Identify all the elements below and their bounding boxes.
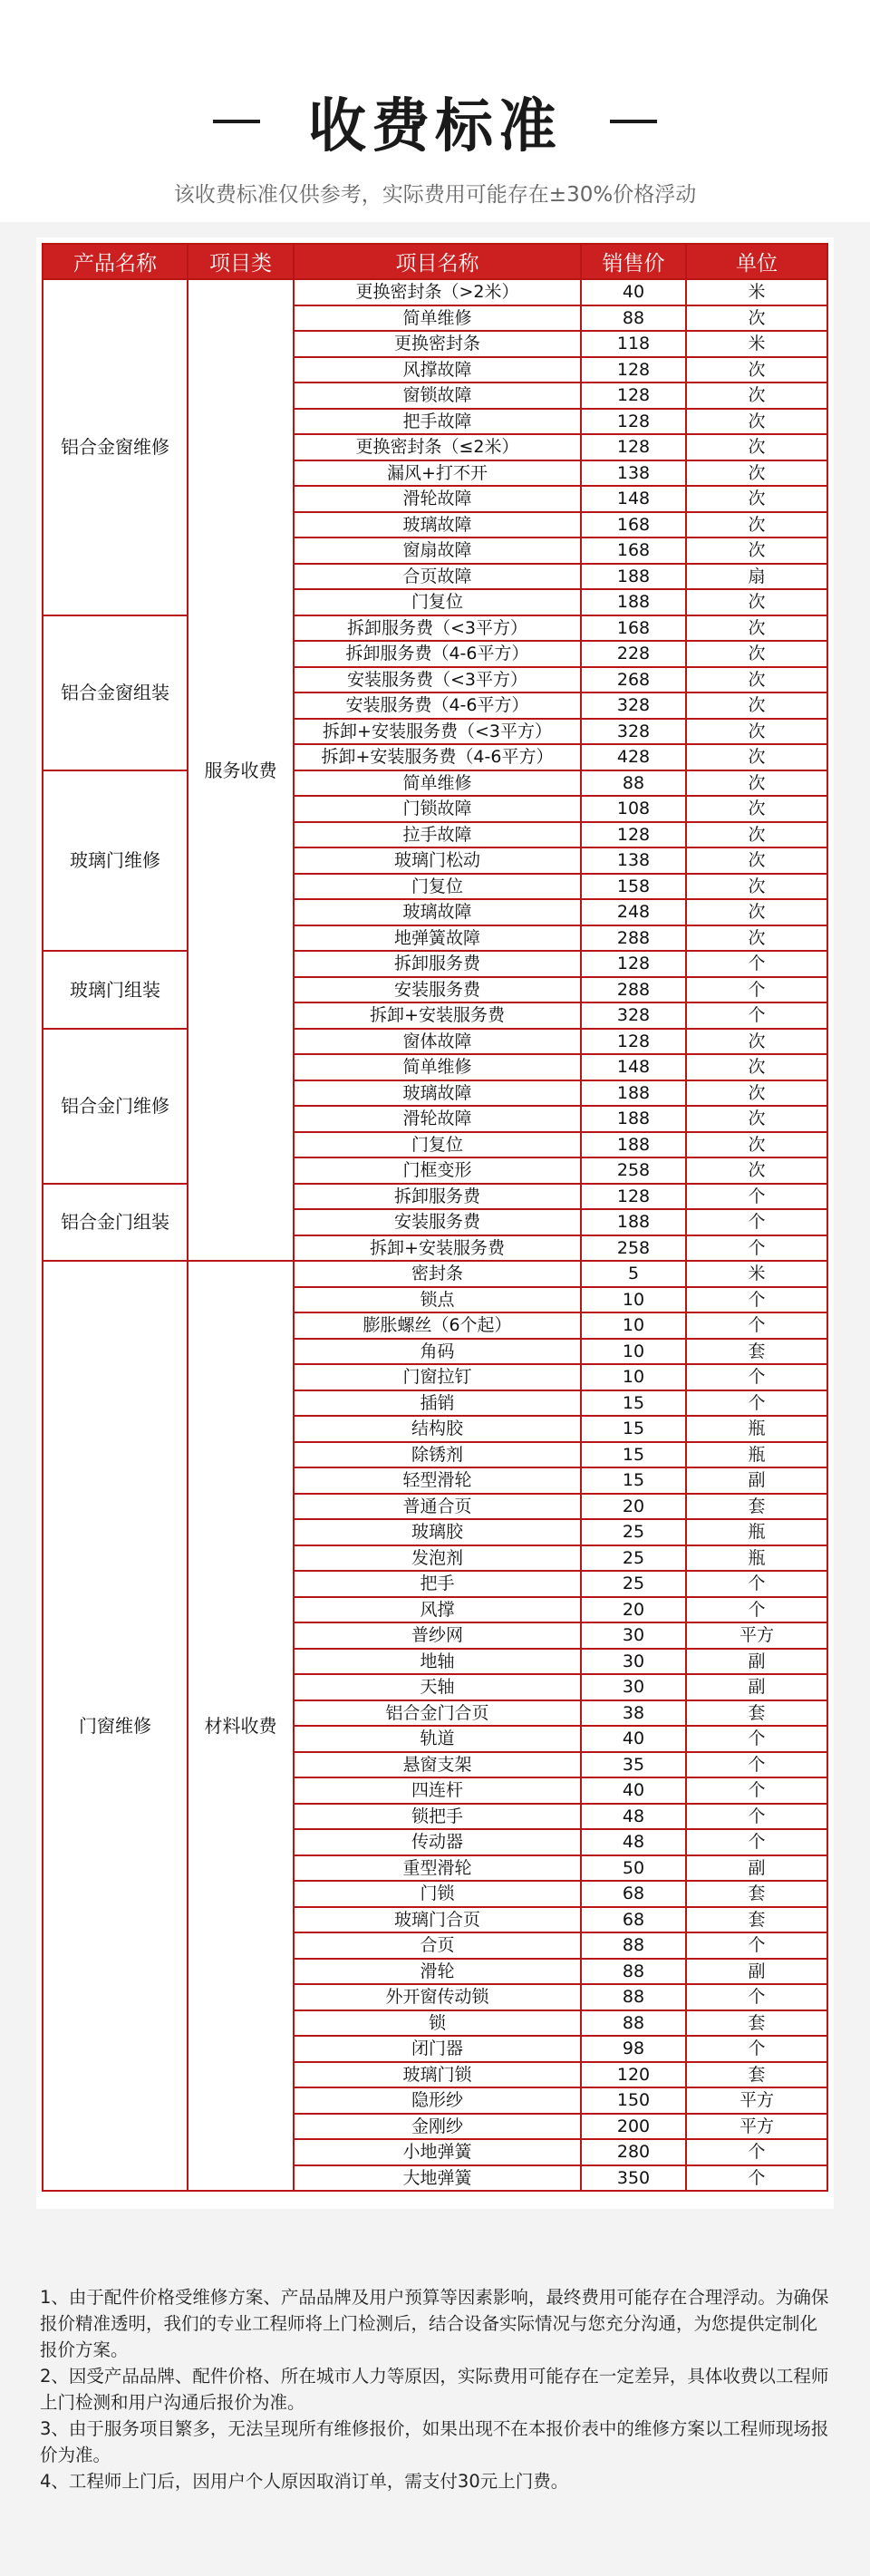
product-name-cell: 玻璃门组装 (43, 951, 188, 1029)
price-cell: 35 (581, 1752, 686, 1778)
unit-cell: 次 (686, 719, 827, 745)
price-cell: 48 (581, 1804, 686, 1830)
product-name-cell: 铝合金门维修 (43, 1029, 188, 1184)
unit-cell: 个 (686, 1364, 827, 1390)
item-name-cell: 金刚纱 (294, 2114, 581, 2140)
table-row (43, 951, 827, 977)
price-cell: 168 (581, 615, 686, 642)
item-name-cell: 门复位 (294, 1132, 581, 1158)
unit-cell: 平方 (686, 2114, 827, 2140)
unit-cell: 副 (686, 1674, 827, 1700)
table-row (43, 279, 827, 305)
item-name-cell: 窗锁故障 (294, 383, 581, 409)
unit-cell: 套 (686, 1339, 827, 1365)
price-cell: 128 (581, 357, 686, 383)
item-name-cell: 地弹簧故障 (294, 925, 581, 952)
unit-cell: 副 (686, 1855, 827, 1882)
price-cell: 280 (581, 2139, 686, 2165)
unit-cell: 副 (686, 1959, 827, 1985)
unit-cell: 次 (686, 1054, 827, 1080)
unit-cell: 米 (686, 279, 827, 305)
item-name-cell: 密封条 (294, 1261, 581, 1287)
price-cell: 15 (581, 1390, 686, 1417)
price-cell: 88 (581, 1932, 686, 1959)
unit-cell: 个 (686, 2036, 827, 2062)
item-name-cell: 门复位 (294, 874, 581, 900)
item-name-cell: 四连杆 (294, 1777, 581, 1804)
table-row (43, 1029, 827, 1055)
item-name-cell: 拆卸+安装服务费 (294, 1235, 581, 1262)
price-cell: 68 (581, 1881, 686, 1907)
unit-cell: 个 (686, 1312, 827, 1339)
item-name-cell: 漏风+打不开 (294, 460, 581, 487)
product-name-cell: 铝合金窗维修 (43, 279, 188, 615)
unit-cell: 个 (686, 2165, 827, 2192)
item-name-cell: 玻璃故障 (294, 1080, 581, 1107)
unit-cell: 瓶 (686, 1519, 827, 1545)
price-cell: 128 (581, 1029, 686, 1055)
product-name-cell: 铝合金门组装 (43, 1184, 188, 1262)
price-cell: 138 (581, 460, 686, 487)
item-name-cell: 玻璃故障 (294, 899, 581, 925)
column-header-price: 销售价 (581, 244, 686, 279)
item-name-cell: 玻璃门合页 (294, 1907, 581, 1933)
item-name-cell: 合页故障 (294, 564, 581, 590)
price-cell: 88 (581, 2010, 686, 2037)
unit-cell: 个 (686, 1571, 827, 1597)
price-cell: 328 (581, 719, 686, 745)
unit-cell: 次 (686, 925, 827, 952)
item-name-cell: 玻璃胶 (294, 1519, 581, 1545)
item-name-cell: 大地弹簧 (294, 2165, 581, 2192)
unit-cell: 平方 (686, 1622, 827, 1649)
unit-cell: 次 (686, 1132, 827, 1158)
unit-cell: 个 (686, 1597, 827, 1623)
item-name-cell: 把手故障 (294, 409, 581, 435)
item-name-cell: 拆卸服务费 (294, 951, 581, 977)
item-name-cell: 锁把手 (294, 1804, 581, 1830)
item-name-cell: 玻璃门松动 (294, 847, 581, 874)
item-name-cell: 玻璃故障 (294, 512, 581, 538)
unit-cell: 次 (686, 1157, 827, 1184)
price-cell: 188 (581, 1106, 686, 1132)
table-header-row (43, 244, 827, 279)
item-name-cell: 更换密封条（≤2米） (294, 434, 581, 460)
price-cell: 10 (581, 1339, 686, 1365)
unit-cell: 个 (686, 977, 827, 1003)
unit-cell: 套 (686, 1494, 827, 1520)
table-row (43, 770, 827, 797)
unit-cell: 套 (686, 1907, 827, 1933)
price-table (42, 243, 828, 2192)
price-cell: 10 (581, 1287, 686, 1313)
price-cell: 168 (581, 537, 686, 564)
price-cell: 128 (581, 822, 686, 848)
unit-cell: 次 (686, 357, 827, 383)
price-cell: 88 (581, 1984, 686, 2010)
unit-cell: 次 (686, 796, 827, 822)
item-name-cell: 悬窗支架 (294, 1752, 581, 1778)
price-cell: 88 (581, 305, 686, 332)
unit-cell: 个 (686, 1726, 827, 1752)
unit-cell: 米 (686, 1261, 827, 1287)
price-cell: 188 (581, 589, 686, 615)
price-cell: 150 (581, 2087, 686, 2114)
price-cell: 5 (581, 1261, 686, 1287)
item-name-cell: 门锁 (294, 1881, 581, 1907)
note-1: 1、由于配件价格受维修方案、产品品牌及用户预算等因素影响，最终费用可能存在合理浮动。为确保报价精准透明，我们的专业工程师将上门检测后，结合设备实际情况与您充分沟通，为您提供定制化报价方案。 (40, 2287, 829, 2360)
unit-cell: 个 (686, 1184, 827, 1210)
item-name-cell: 重型滑轮 (294, 1855, 581, 1882)
item-name-cell: 简单维修 (294, 305, 581, 332)
unit-cell: 套 (686, 1700, 827, 1727)
item-name-cell: 玻璃门锁 (294, 2062, 581, 2088)
page-title: 收费标准 (308, 93, 562, 160)
price-cell: 25 (581, 1545, 686, 1572)
price-cell: 10 (581, 1364, 686, 1390)
price-cell: 40 (581, 1726, 686, 1752)
item-name-cell: 风撑故障 (294, 357, 581, 383)
column-header-product: 产品名称 (43, 244, 188, 279)
item-name-cell: 拆卸服务费 (294, 1184, 581, 1210)
price-cell: 128 (581, 383, 686, 409)
page-header (0, 0, 870, 222)
product-name-cell: 门窗维修 (43, 1261, 188, 2191)
unit-cell: 副 (686, 1467, 827, 1494)
price-cell: 98 (581, 2036, 686, 2062)
price-cell: 158 (581, 874, 686, 900)
unit-cell: 个 (686, 2139, 827, 2165)
unit-cell: 米 (686, 331, 827, 357)
price-cell: 15 (581, 1442, 686, 1468)
unit-cell: 个 (686, 1777, 827, 1804)
item-name-cell: 安装服务费 (294, 1209, 581, 1235)
item-name-cell: 窗体故障 (294, 1029, 581, 1055)
item-name-cell: 天轴 (294, 1674, 581, 1700)
price-cell: 38 (581, 1700, 686, 1727)
unit-cell: 个 (686, 951, 827, 977)
price-cell: 128 (581, 951, 686, 977)
item-name-cell: 更换密封条 (294, 331, 581, 357)
price-cell: 288 (581, 977, 686, 1003)
table-row (43, 1261, 827, 1287)
price-cell: 40 (581, 279, 686, 305)
unit-cell: 瓶 (686, 1416, 827, 1442)
item-name-cell: 安装服务费 (294, 977, 581, 1003)
price-cell: 25 (581, 1571, 686, 1597)
category-cell: 服务收费 (188, 279, 294, 1261)
item-name-cell: 滑轮 (294, 1959, 581, 1985)
unit-cell: 次 (686, 667, 827, 693)
unit-cell: 个 (686, 1002, 827, 1029)
price-cell: 118 (581, 331, 686, 357)
item-name-cell: 窗扇故障 (294, 537, 581, 564)
unit-cell: 个 (686, 1932, 827, 1959)
unit-cell: 次 (686, 692, 827, 719)
unit-cell: 次 (686, 1106, 827, 1132)
item-name-cell: 把手 (294, 1571, 581, 1597)
price-cell: 68 (581, 1907, 686, 1933)
item-name-cell: 普通合页 (294, 1494, 581, 1520)
item-name-cell: 安装服务费（<3平方） (294, 667, 581, 693)
unit-cell: 副 (686, 1649, 827, 1675)
page-subtitle: 该收费标准仅供参考，实际费用可能存在±30%价格浮动 (173, 183, 697, 207)
item-name-cell: 角码 (294, 1339, 581, 1365)
item-name-cell: 门窗拉钉 (294, 1364, 581, 1390)
item-name-cell: 锁点 (294, 1287, 581, 1313)
title-row (0, 80, 870, 163)
unit-cell: 次 (686, 641, 827, 667)
unit-cell: 套 (686, 2010, 827, 2037)
unit-cell: 个 (686, 1390, 827, 1417)
price-cell: 48 (581, 1829, 686, 1855)
price-cell: 288 (581, 925, 686, 952)
column-header-category: 项目类 (188, 244, 294, 279)
unit-cell: 次 (686, 874, 827, 900)
price-cell: 428 (581, 744, 686, 770)
unit-cell: 次 (686, 537, 827, 564)
item-name-cell: 门锁故障 (294, 796, 581, 822)
price-cell: 128 (581, 409, 686, 435)
unit-cell: 套 (686, 2062, 827, 2088)
title-dash-right (610, 120, 657, 123)
column-header-unit: 单位 (686, 244, 827, 279)
item-name-cell: 隐形纱 (294, 2087, 581, 2114)
price-cell: 10 (581, 1312, 686, 1339)
price-cell: 328 (581, 692, 686, 719)
unit-cell: 个 (686, 1752, 827, 1778)
unit-cell: 次 (686, 1080, 827, 1107)
price-cell: 138 (581, 847, 686, 874)
category-cell: 材料收费 (188, 1261, 294, 2191)
item-name-cell: 更换密封条（>2米） (294, 279, 581, 305)
unit-cell: 瓶 (686, 1442, 827, 1468)
item-name-cell: 轨道 (294, 1726, 581, 1752)
price-cell: 228 (581, 641, 686, 667)
unit-cell: 次 (686, 899, 827, 925)
item-name-cell: 插销 (294, 1390, 581, 1417)
price-cell: 128 (581, 434, 686, 460)
unit-cell: 次 (686, 512, 827, 538)
price-cell: 188 (581, 1209, 686, 1235)
unit-cell: 个 (686, 1984, 827, 2010)
unit-cell: 次 (686, 383, 827, 409)
unit-cell: 次 (686, 434, 827, 460)
table-row (43, 1184, 827, 1210)
item-name-cell: 拆卸服务费（4-6平方） (294, 641, 581, 667)
unit-cell: 个 (686, 1235, 827, 1262)
item-name-cell: 拆卸服务费（<3平方） (294, 615, 581, 642)
price-cell: 148 (581, 486, 686, 512)
unit-cell: 个 (686, 1209, 827, 1235)
unit-cell: 套 (686, 1881, 827, 1907)
note-2: 2、因受产品品牌、配件价格、所在城市人力等原因，实际费用可能存在一定差异，具体收费以工程师上门检测和用户沟通后报价为准。 (40, 2366, 829, 2413)
price-cell: 15 (581, 1467, 686, 1494)
price-cell: 20 (581, 1597, 686, 1623)
price-cell: 30 (581, 1649, 686, 1675)
item-name-cell: 安装服务费（4-6平方） (294, 692, 581, 719)
unit-cell: 次 (686, 1029, 827, 1055)
item-name-cell: 普纱网 (294, 1622, 581, 1649)
unit-cell: 次 (686, 847, 827, 874)
item-name-cell: 门复位 (294, 589, 581, 615)
price-cell: 120 (581, 2062, 686, 2088)
unit-cell: 个 (686, 1829, 827, 1855)
price-cell: 148 (581, 1054, 686, 1080)
item-name-cell: 发泡剂 (294, 1545, 581, 1572)
unit-cell: 次 (686, 486, 827, 512)
unit-cell: 次 (686, 305, 827, 332)
item-name-cell: 滑轮故障 (294, 486, 581, 512)
price-cell: 20 (581, 1494, 686, 1520)
item-name-cell: 结构胶 (294, 1416, 581, 1442)
item-name-cell: 传动器 (294, 1829, 581, 1855)
item-name-cell: 滑轮故障 (294, 1106, 581, 1132)
item-name-cell: 风撑 (294, 1597, 581, 1623)
table-row (43, 615, 827, 642)
unit-cell: 次 (686, 409, 827, 435)
item-name-cell: 拆卸+安装服务费（<3平方） (294, 719, 581, 745)
price-cell: 188 (581, 1132, 686, 1158)
unit-cell: 次 (686, 589, 827, 615)
unit-cell: 次 (686, 615, 827, 642)
item-name-cell: 合页 (294, 1932, 581, 1959)
item-name-cell: 小地弹簧 (294, 2139, 581, 2165)
price-cell: 268 (581, 667, 686, 693)
item-name-cell: 锁 (294, 2010, 581, 2037)
item-name-cell: 门框变形 (294, 1157, 581, 1184)
price-cell: 30 (581, 1622, 686, 1649)
item-name-cell: 外开窗传动锁 (294, 1984, 581, 2010)
price-cell: 88 (581, 770, 686, 797)
price-cell: 350 (581, 2165, 686, 2192)
unit-cell: 瓶 (686, 1545, 827, 1572)
price-cell: 50 (581, 1855, 686, 1882)
price-cell: 258 (581, 1157, 686, 1184)
price-cell: 25 (581, 1519, 686, 1545)
item-name-cell: 简单维修 (294, 770, 581, 797)
column-header-item: 项目名称 (294, 244, 581, 279)
unit-cell: 次 (686, 744, 827, 770)
price-cell: 40 (581, 1777, 686, 1804)
item-name-cell: 拆卸+安装服务费（4-6平方） (294, 744, 581, 770)
unit-cell: 个 (686, 1287, 827, 1313)
price-cell: 30 (581, 1674, 686, 1700)
unit-cell: 次 (686, 822, 827, 848)
price-cell: 15 (581, 1416, 686, 1442)
unit-cell: 扇 (686, 564, 827, 590)
price-cell: 108 (581, 796, 686, 822)
price-cell: 258 (581, 1235, 686, 1262)
price-table-body (43, 279, 827, 2191)
product-name-cell: 铝合金窗组装 (43, 615, 188, 770)
item-name-cell: 拆卸+安装服务费 (294, 1002, 581, 1029)
item-name-cell: 轻型滑轮 (294, 1467, 581, 1494)
item-name-cell: 膨胀螺丝（6个起） (294, 1312, 581, 1339)
price-cell: 248 (581, 899, 686, 925)
notes-section (40, 2284, 830, 2494)
item-name-cell: 地轴 (294, 1649, 581, 1675)
item-name-cell: 闭门器 (294, 2036, 581, 2062)
unit-cell: 平方 (686, 2087, 827, 2114)
unit-cell: 次 (686, 770, 827, 797)
price-cell: 188 (581, 1080, 686, 1107)
price-cell: 128 (581, 1184, 686, 1210)
title-dash-left (213, 120, 260, 123)
product-name-cell: 玻璃门维修 (43, 770, 188, 952)
price-cell: 168 (581, 512, 686, 538)
item-name-cell: 除锈剂 (294, 1442, 581, 1468)
item-name-cell: 简单维修 (294, 1054, 581, 1080)
unit-cell: 次 (686, 460, 827, 487)
price-cell: 88 (581, 1959, 686, 1985)
price-cell: 188 (581, 564, 686, 590)
item-name-cell: 拉手故障 (294, 822, 581, 848)
note-3: 3、由于服务项目繁多，无法呈现所有维修报价，如果出现不在本报价表中的维修方案以工程师现场报价为准。 (40, 2418, 829, 2465)
unit-cell: 个 (686, 1804, 827, 1830)
note-4: 4、工程师上门后，因用户个人原因取消订单，需支付30元上门费。 (40, 2471, 569, 2492)
price-cell: 200 (581, 2114, 686, 2140)
item-name-cell: 铝合金门合页 (294, 1700, 581, 1727)
price-table-card (36, 237, 834, 2209)
price-cell: 328 (581, 1002, 686, 1029)
